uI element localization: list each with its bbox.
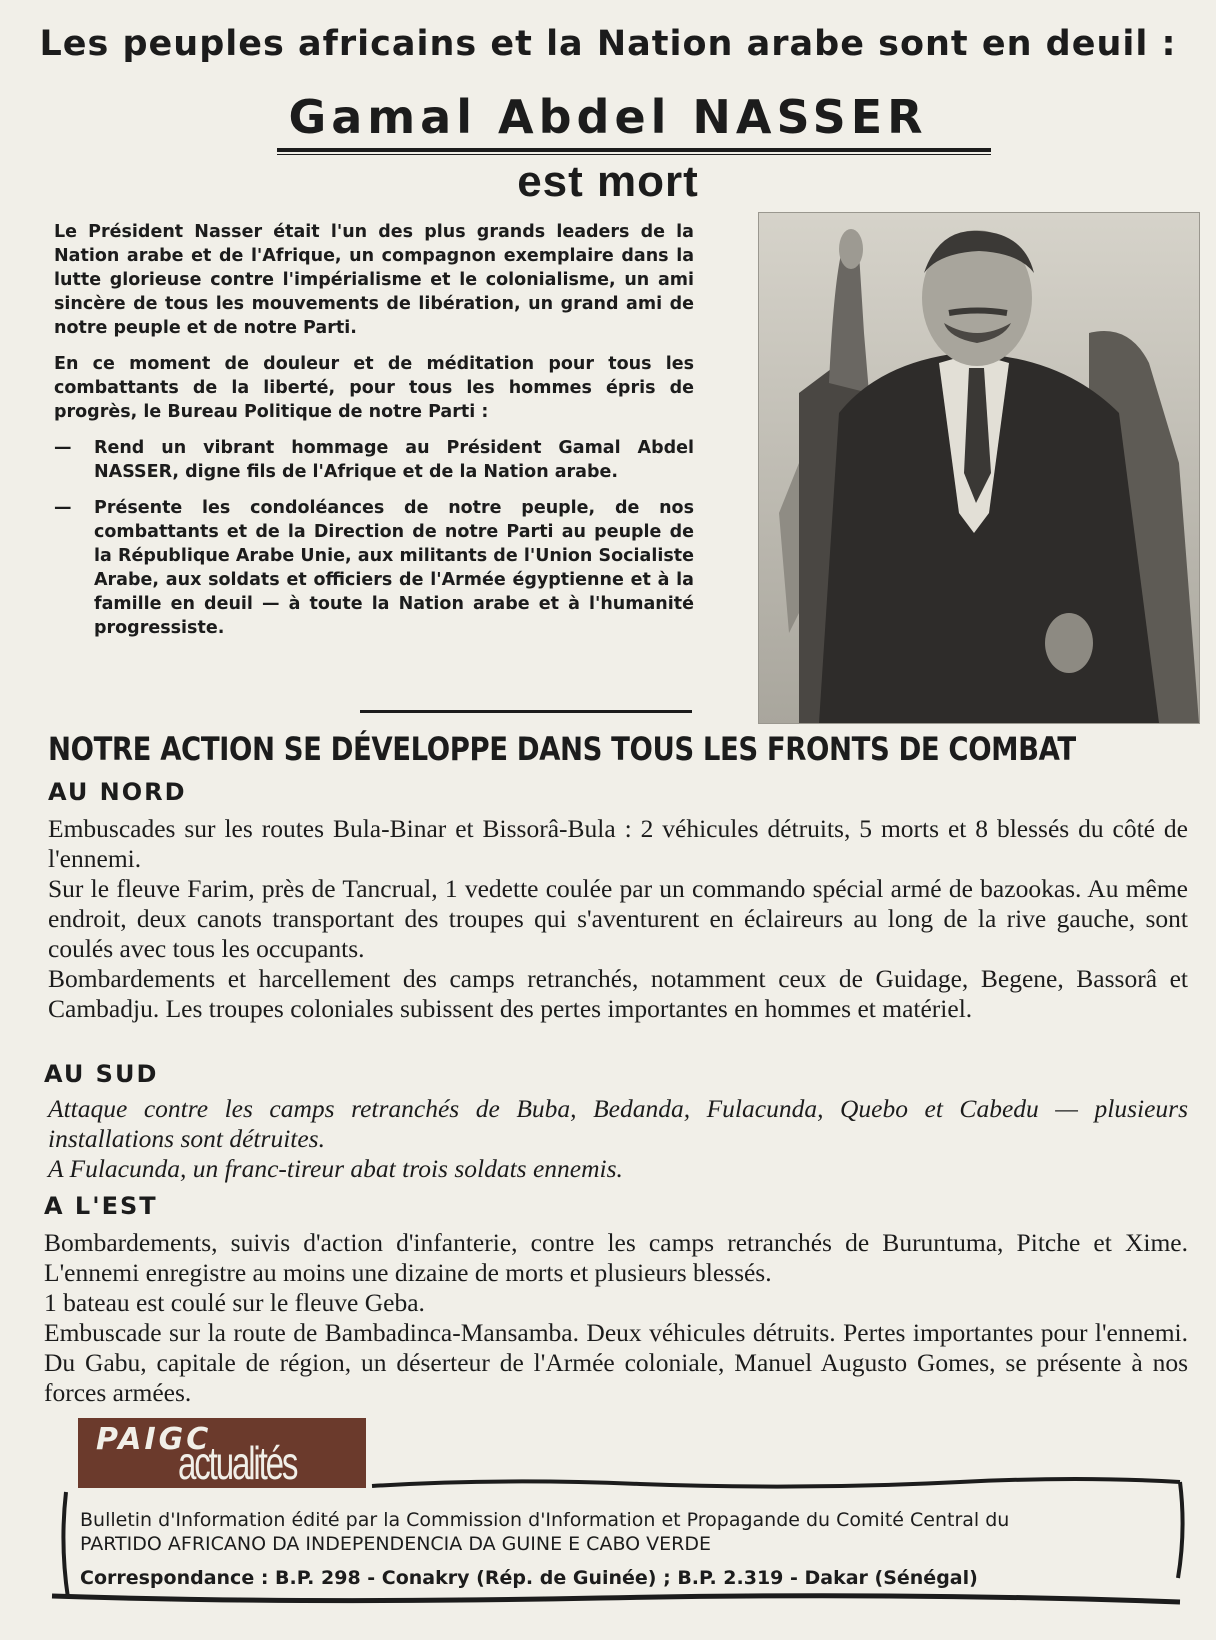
body-paragraph: A Fulacunda, un franc-tireur abat trois soldats ennemis. [48, 1154, 623, 1183]
region-heading-east: A L'EST [44, 1192, 158, 1220]
logo-actualites-text: actualités [178, 1437, 297, 1489]
correspondence-line: Correspondance : B.P. 298 - Conakry (Rép. de Guinée) ; B.P. 2.319 - Dakar (Sénégal) [80, 1567, 978, 1589]
body-paragraph: 1 bateau est coulé sur le fleuve Geba. [44, 1288, 425, 1317]
body-paragraph: Sur le fleuve Farim, près de Tancrual, 1 vedette coulée par un commando spécial armé de bazookas. Au même endroit, deux canots transportant des troupes qui s'aventurent en éclaireurs au long de la rive gauche, sont coulés avec tous les occupants. [48, 874, 1188, 963]
body-paragraph: Embuscades sur les routes Bula-Binar et Bissorâ-Bula : 2 véhicules détruits, 5 morts et 8 blessés du côté de l'ennemi. [48, 814, 1188, 873]
dash-marker: — [54, 438, 72, 458]
list-item-text: Présente les condoléances de notre peuple, de nos combattants et de la Direction de notre Parti au peuple de la République Arabe Unie, aux militants de l'Union Socialiste Arabe, aux soldats et officiers de l'Armée égyptienne et à la famille en deuil — à toute la Nation arabe et à l'humanité progressiste. [94, 498, 694, 638]
intro-paragraph: En ce moment de douleur et de méditation pour tous les combattants de la liberté, pour tous les hommes épris de progrès, le Bureau Politique de notre Parti : [54, 354, 694, 422]
name-title: Gamal Abdel NASSER [288, 90, 928, 144]
body-paragraph: Bombardements et harcellement des camps retranchés, notamment ceux de Guidage, Begene, Bassorâ et Cambadju. Les troupes coloniales subissent des pertes importantes en hommes et matériel. [48, 964, 1188, 1023]
headline: Les peuples africains et la Nation arabe sont en deuil : [39, 24, 1177, 64]
section-title: NOTRE ACTION SE DÉVELOPPE DANS TOUS LES FRONTS DE COMBAT [48, 730, 1076, 768]
bulletin-line: PARTIDO AFRICANO DA INDEPENDENCIA DA GUINE E CABO VERDE [80, 1533, 711, 1555]
subheadline: est mort [517, 157, 699, 206]
region-heading-south: AU SUD [44, 1060, 159, 1088]
body-paragraph: Attaque contre les camps retranchés de Buba, Bedanda, Fulacunda, Quebo et Cabedu — plusieurs installations sont détruites. [48, 1094, 1188, 1153]
logo-paigc-text: PAIGC [96, 1422, 212, 1457]
bulletin-info [80, 1508, 1164, 1590]
list-item-text: Rend un vibrant hommage au Président Gamal Abdel NASSER, digne fils de l'Afrique et de la Nation arabe. [94, 438, 694, 482]
region-heading-north: AU NORD [48, 778, 187, 806]
intro-paragraph: Le Président Nasser était l'un des plus grands leaders de la Nation arabe et de l'Afrique, un compagnon exemplaire dans la lutte glorieuse contre l'impérialisme et le colonialisme, un ami sincère de tous les mouvements de libération, un grand ami de notre peuple et de notre Parti. [54, 222, 694, 338]
bulletin-line: Bulletin d'Information édité par la Commission d'Information et Propagande du Comité Central du [80, 1509, 1010, 1531]
body-paragraph: Embuscade sur la route de Bambadinca-Mansamba. Deux véhicules détruits. Pertes importantes pour l'ennemi. Du Gabu, capitale de région, un déserteur de l'Armée coloniale, Manuel Augusto Gomes, se présente à nos forces armées. [44, 1318, 1188, 1407]
body-paragraph: Bombardements, suivis d'action d'infanterie, contre les camps retranchés de Buruntuma, Pitche et Xime. L'ennemi enregistre au moins une dizaine de morts et plusieurs blessés. [44, 1228, 1188, 1287]
dash-marker: — [54, 498, 72, 518]
